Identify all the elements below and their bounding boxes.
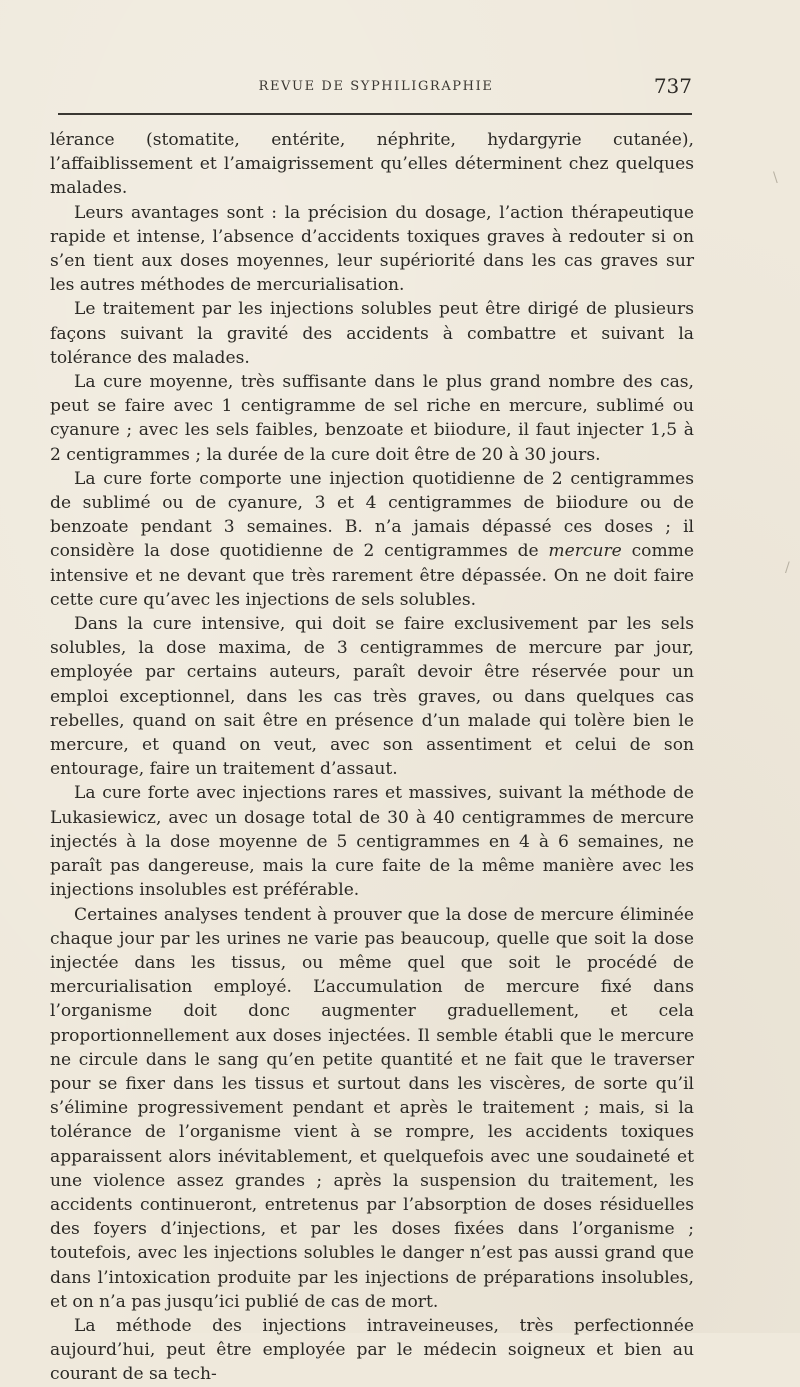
paragraph-8 <box>50 903 694 1314</box>
body-text <box>50 128 694 1387</box>
running-title: REVUE DE SYPHILIGRAPHIE <box>258 79 494 94</box>
paragraph-text: La cure forte comporte une injection quotidienne de 2 centigrammes de sublimé ou de cyanure, 3 et 4 centigrammes de biiodure ou de benzoate pendant 3 semaines. B. n’a jamais dépassé ces doses ; il considère la dose quotidienne de 2 centigrammes de <box>50 468 694 562</box>
paragraph-text: La cure moyenne, très suffisante dans le plus grand nombre des cas, peut se faire avec 1 centigramme de sel riche en mercure, sublimé ou cyanure ; avec les sels faibles, benzoate et biiodure, il faut injecter 1,5 à 2 centigrammes ; la durée de la cure doit être de 20 à 30 jours. <box>50 372 694 465</box>
paragraph-4 <box>50 370 694 467</box>
paragraph-2 <box>50 201 694 298</box>
paragraph-text: Certaines analyses tendent à prouver que la dose de mercure éliminée chaque jour par les urines ne varie pas beaucoup, quelle que soit la dose injectée dans les tissus, ou même quel que soit le procédé de mercurialisation employé. L’accumulation de mercure fixé dans l’organisme doit donc augmenter graduellement, et cela proportionnellement aux doses injectées. Il semble établi que le mercure ne circule dans le sang qu’en petite quantité et ne fait que le traverser pour se fixer dans les tissus et surtout dans les viscères, de sorte qu’il s’élimine progressivement pendant et après le traitement ; mais, si la tolérance de l’organisme vient à se rompre, les accidents toxiques apparaissent alors inévitablement, et quelquefois avec une soudaineté et une violence assez grandes ; après la suspension du traitement, les accidents continueront, entretenus par l’absorption de doses résiduelles des foyers d’injections, et par les doses fixées dans l’organisme ; toutefois, avec les injections solubles le danger n’est pas aussi grand que dans l’intoxication produite par les injections de préparations insolubles, et on n’a pas jusqu’ici publié de cas de mort. <box>50 904 694 1312</box>
paragraph-text: Dans la cure intensive, qui doit se faire exclusivement par les sels solubles, la dose maxima, de 3 centigrammes de mercure par jour, employée par certains auteurs, paraît devoir être réservée pour un emploi exceptionnel, dans les cas très graves, ou dans quelques cas rebelles, quand on sait être en présence d’un malade qui tolère bien le mercure, et quand on veut, avec son assentiment et celui de son entourage, faire un traitement d’assaut. <box>50 614 694 780</box>
header-rule <box>58 113 692 115</box>
paragraph-text: lérance (stomatite, entérite, néphrite, hydargyrie cutanée), l’affaiblissement et l’amaigrissement qu’elles déterminent chez quelques malades. <box>50 130 694 199</box>
paragraph-1 <box>50 128 694 201</box>
page-number: 737 <box>653 74 692 98</box>
paragraph-7 <box>50 781 694 902</box>
paragraph-5 <box>50 467 694 612</box>
paragraph-text: Le traitement par les injections solubles peut être dirigé de plusieurs façons suivant la gravité des accidents à combattre et suivant la tolérance des malades. <box>50 299 694 368</box>
paragraph-9 <box>50 1314 694 1387</box>
paragraph-text: Leurs avantages sont : la précision du dosage, l’action thérapeutique rapide et intense, l’absence d’accidents toxiques graves à redouter si on s’en tient aux doses moyennes, leur supériorité dans les cas graves sur les autres méthodes de mercurialisation. <box>50 202 694 296</box>
paragraph-3 <box>50 297 694 370</box>
paragraph-text: La méthode des injections intraveineuses, très perfectionnée aujourd’hui, peut être employée par le médecin soigneux et bien au courant de sa tech- <box>50 1315 694 1385</box>
margin-speck: \ <box>773 170 778 186</box>
paragraph-text: comme intensive et ne devant que très rarement être dépassée. On ne doit faire cette cure qu’avec les injections de sels solubles. <box>50 541 694 610</box>
page-header <box>58 74 694 104</box>
paragraph-text: La cure forte avec injections rares et massives, suivant la méthode de Lukasiewicz, avec un dosage total de 30 à 40 centigrammes de mercure injectés à la dose moyenne de 5 centigrammes en 4 à 6 semaines, ne paraît pas dangereuse, mais la cure faite de la même manière avec les injections insolubles est préférable. <box>50 783 694 901</box>
italic-word: mercure <box>548 541 622 562</box>
paragraph-6 <box>50 612 694 781</box>
margin-speck: / <box>785 560 790 576</box>
